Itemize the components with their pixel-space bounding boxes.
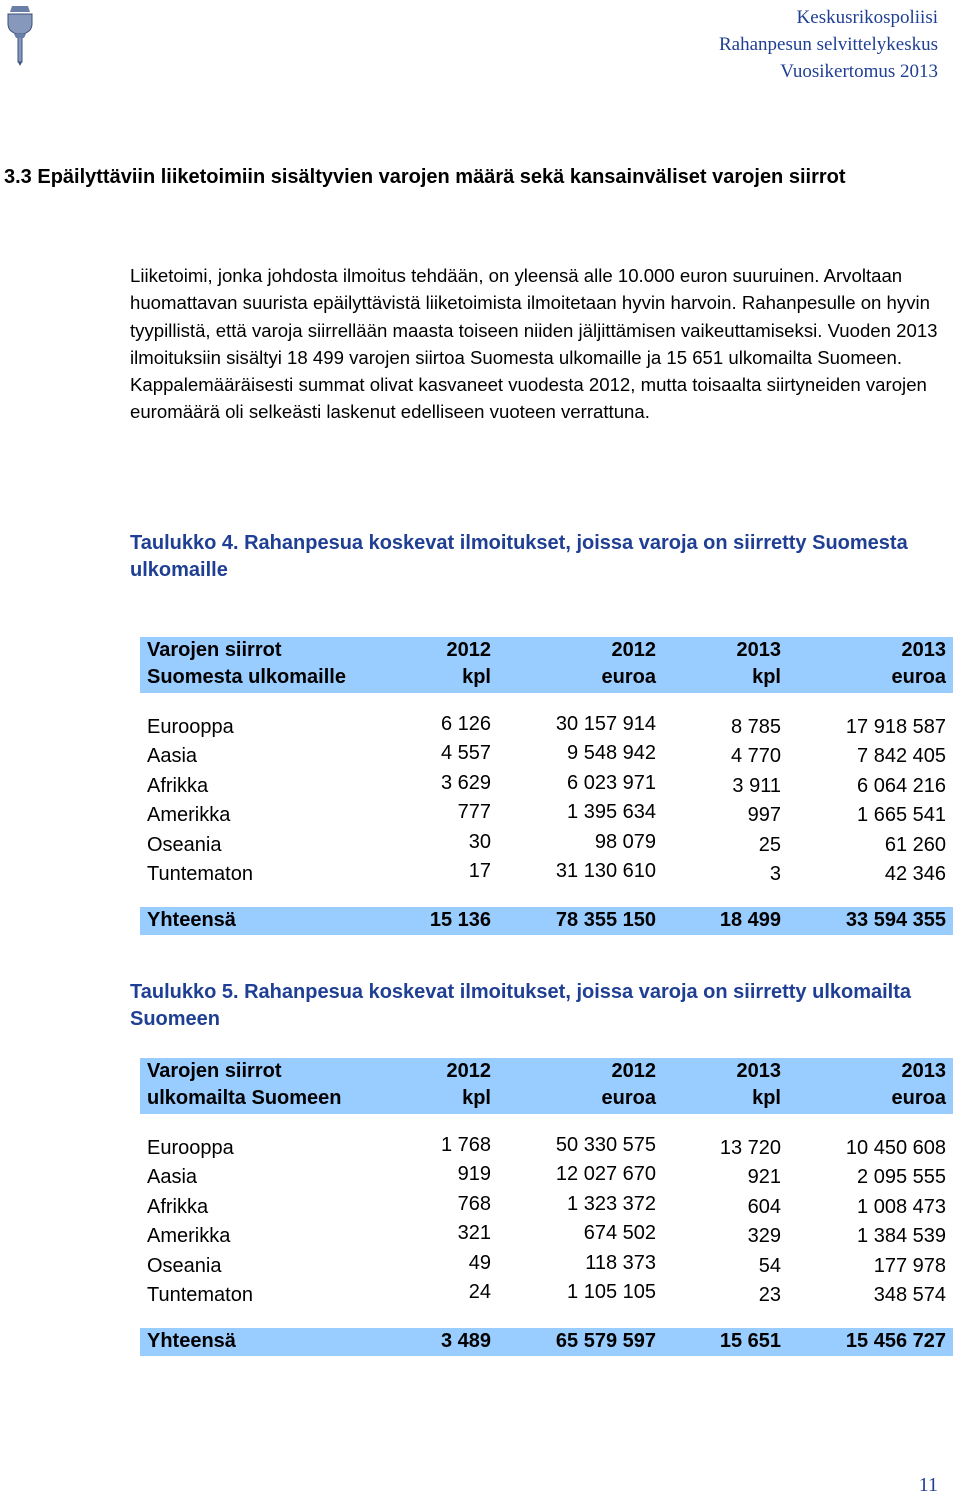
euroa-2012: 1 395 634: [567, 801, 656, 824]
kpl-2012: 919: [457, 1163, 491, 1186]
table5-header-2012: 2012: [611, 1060, 656, 1082]
euroa-2013: 6 064 216: [857, 774, 946, 797]
page-number: 11: [918, 1474, 938, 1496]
table4: [140, 637, 953, 935]
kpl-2012: 17: [468, 859, 491, 882]
kpl-2013: 25: [758, 833, 781, 856]
table-row: [140, 857, 953, 886]
euroa-2012: 98 079: [594, 830, 656, 853]
region-name: Tuntematon: [147, 862, 253, 885]
table-row: [140, 769, 953, 798]
table-row: [140, 1160, 953, 1189]
euroa-2012: 674 502: [583, 1222, 656, 1245]
euroa-2013: 7 842 405: [857, 745, 946, 768]
table4-header-kpl: kpl: [462, 666, 491, 688]
euroa-2013: 177 978: [873, 1254, 946, 1277]
kpl-2012: 49: [468, 1251, 491, 1274]
region-name: Amerikka: [147, 1225, 231, 1248]
table-row: [140, 710, 953, 739]
kpl-2012: 24: [468, 1280, 491, 1303]
euroa-2012: 1 105 105: [567, 1280, 656, 1303]
table-row: [140, 828, 953, 857]
table4-header-label-sub: Suomesta ulkomaille: [147, 666, 346, 688]
table4-header-2012: 2012: [611, 639, 656, 661]
total-label: Yhteensä: [147, 1330, 236, 1353]
kpl-2013: 3 911: [732, 774, 781, 797]
region-name: Afrikka: [147, 1195, 209, 1218]
kpl-2012: 777: [457, 801, 491, 824]
table5-header-euroa: euroa: [891, 1087, 946, 1109]
table4-header-label: Varojen siirrot: [147, 639, 282, 661]
kpl-2012: 768: [457, 1192, 491, 1215]
table4-header-kpl: kpl: [752, 666, 781, 688]
kpl-2013: 13 720: [719, 1137, 781, 1159]
region-name: Oseania: [147, 833, 222, 856]
region-name: Eurooppa: [147, 1137, 234, 1159]
kpl-2013: 54: [758, 1254, 781, 1277]
table4-header-2013: 2013: [736, 639, 781, 661]
euroa-2012: 31 130 610: [555, 859, 656, 882]
header-report-title: Vuosikertomus 2013: [780, 61, 938, 82]
euroa-2012: 50 330 575: [555, 1134, 656, 1156]
kpl-2013: 997: [747, 804, 781, 827]
euroa-2013: 17 918 587: [845, 716, 946, 738]
region-name: Eurooppa: [147, 716, 234, 738]
kpl-2013: 8 785: [730, 716, 781, 738]
total-kpl-2013: 18 499: [719, 909, 781, 932]
table5-caption: Taulukko 5. Rahanpesua koskevat ilmoitukset, joissa varoja on siirretty ulkomailta Suomeen: [130, 981, 912, 1030]
total-kpl-2012: 3 489: [440, 1330, 491, 1353]
euroa-2013: 42 346: [884, 862, 946, 885]
kpl-2013: 329: [747, 1225, 781, 1248]
table-row: [140, 1219, 953, 1248]
table5-total-row: [140, 1328, 953, 1356]
table-row: [140, 1131, 953, 1160]
body-paragraph: Liiketoimi, jonka johdosta ilmoitus tehdään, on yleensä alle 10.000 euron suuruinen. Arvoltaan huomattavan suurista epäilyttävistä liiketoimista ilmoitetaan hyvin harvoin. Rahanpesulle on hyvin tyypillistä, että varoja siirrellään maasta toiseen niiden jäljittämisen vaikeuttamiseksi. Vuoden 2013 ilmoituksiin sisältyi 18 499 varojen siirtoa Suomesta ulkomaille ja 15 651 ulkomailta Suomeen. Kappalemääräisesti summat olivat kasvaneet vuodesta 2012, mutta toisaalta siirtyneiden varojen euromäärä oli selkeästi laskenut edelliseen vuoteen verrattuna.: [130, 265, 938, 423]
region-name: Oseania: [147, 1254, 222, 1277]
euroa-2012: 1 323 372: [567, 1192, 656, 1215]
total-euroa-2012: 78 355 150: [555, 909, 656, 932]
euroa-2013: 1 665 541: [857, 804, 946, 827]
euroa-2013: 10 450 608: [845, 1137, 946, 1159]
section-title: 3.3 Epäilyttäviin liiketoimiin sisältyvien varojen määrä sekä kansainväliset varojen siirrot: [4, 166, 846, 188]
kpl-2012: 30: [468, 830, 491, 853]
kpl-2012: 3 629: [440, 771, 491, 794]
region-name: Afrikka: [147, 774, 209, 797]
euroa-2012: 12 027 670: [555, 1163, 656, 1186]
table5-header-row: [140, 1058, 953, 1114]
euroa-2013: 2 095 555: [857, 1166, 946, 1189]
region-name: Aasia: [147, 745, 198, 768]
kpl-2013: 604: [747, 1195, 781, 1218]
header-unit: Rahanpesun selvittelykeskus: [719, 34, 938, 55]
table4-total-row: [140, 907, 953, 935]
table4-header-row: [140, 637, 953, 693]
table5-header-kpl: kpl: [752, 1087, 781, 1109]
euroa-2013: 1 008 473: [857, 1195, 946, 1218]
table-row: [140, 798, 953, 827]
total-euroa-2013: 15 456 727: [845, 1330, 946, 1353]
region-name: Tuntematon: [147, 1283, 253, 1306]
table5-header-euroa: euroa: [601, 1087, 656, 1109]
euroa-2012: 30 157 914: [555, 713, 656, 735]
table-row: [140, 739, 953, 768]
kpl-2013: 4 770: [730, 745, 781, 768]
total-kpl-2013: 15 651: [719, 1330, 781, 1353]
kpl-2012: 4 557: [440, 742, 491, 765]
euroa-2013: 61 260: [884, 833, 946, 856]
total-label: Yhteensä: [147, 909, 236, 932]
euroa-2013: 348 574: [873, 1283, 946, 1306]
table-row: [140, 1190, 953, 1219]
region-name: Aasia: [147, 1166, 198, 1189]
table5-header-label-sub: ulkomailta Suomeen: [147, 1087, 342, 1109]
kpl-2013: 23: [758, 1283, 781, 1306]
table4-header-euroa: euroa: [601, 666, 656, 688]
euroa-2012: 6 023 971: [567, 771, 656, 794]
kpl-2013: 921: [747, 1166, 781, 1189]
euroa-2013: 1 384 539: [857, 1225, 946, 1248]
table5-header-2012: 2012: [446, 1060, 491, 1082]
kpl-2012: 6 126: [440, 713, 491, 735]
total-euroa-2012: 65 579 597: [555, 1330, 656, 1353]
kpl-2012: 1 768: [440, 1134, 491, 1156]
document-header: [719, 4, 938, 85]
kpl-2013: 3: [769, 862, 781, 885]
table5: [140, 1058, 953, 1356]
table5-header-label: Varojen siirrot: [147, 1060, 282, 1082]
table5-header-2013: 2013: [901, 1060, 946, 1082]
table4-caption: Taulukko 4. Rahanpesua koskevat ilmoitukset, joissa varoja on siirretty Suomesta ulkomaille: [130, 532, 908, 581]
table5-header-kpl: kpl: [462, 1087, 491, 1109]
header-organization: Keskusrikospoliisi: [796, 7, 938, 28]
table-row: [140, 1249, 953, 1278]
total-euroa-2013: 33 594 355: [845, 909, 946, 932]
police-crest-logo: [4, 4, 36, 66]
table4-header-2012: 2012: [446, 639, 491, 661]
euroa-2012: 9 548 942: [567, 742, 656, 765]
table4-header-euroa: euroa: [891, 666, 946, 688]
total-kpl-2012: 15 136: [429, 909, 491, 932]
table4-header-2013: 2013: [901, 639, 946, 661]
euroa-2012: 118 373: [585, 1251, 656, 1274]
kpl-2012: 321: [457, 1222, 491, 1245]
table-row: [140, 1278, 953, 1307]
region-name: Amerikka: [147, 804, 231, 827]
table5-header-2013: 2013: [736, 1060, 781, 1082]
